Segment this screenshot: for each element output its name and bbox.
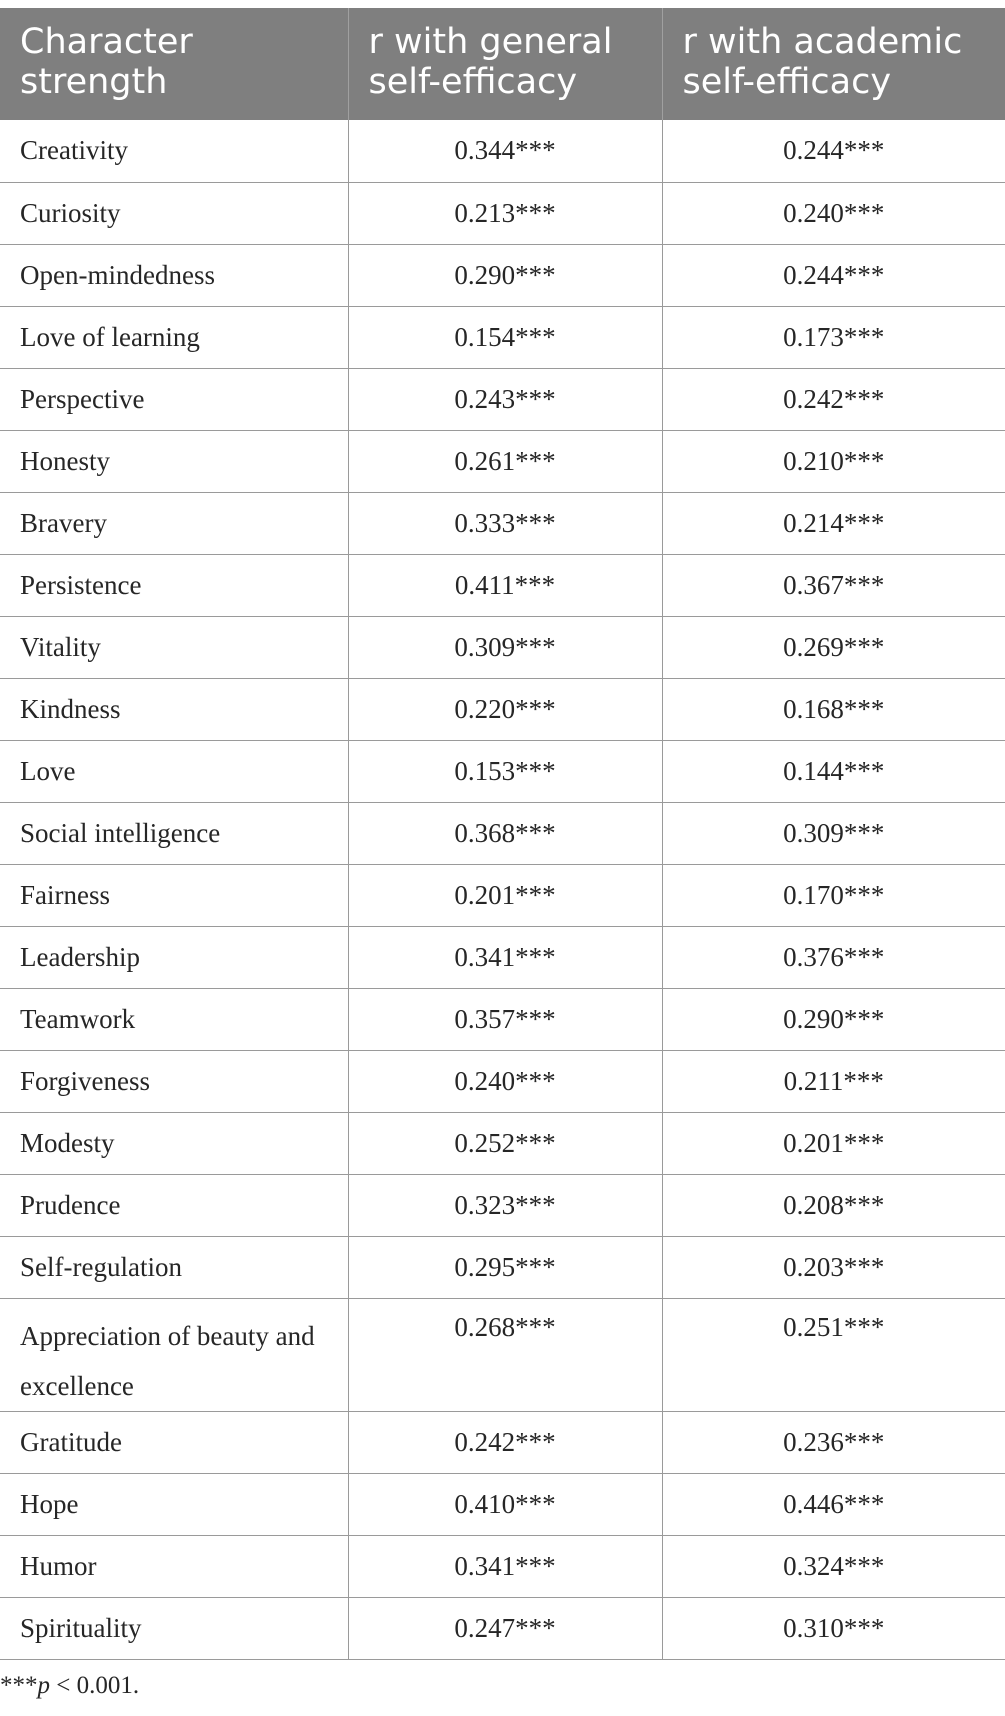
general-r-cell: 0.411***: [348, 554, 662, 616]
table-row: [0, 120, 1005, 182]
significance-footnote: [0, 1672, 139, 1700]
table-row: [0, 1298, 1005, 1411]
academic-r-cell: 0.242***: [662, 368, 1005, 430]
general-r-cell: 0.290***: [348, 244, 662, 306]
general-r-cell: 0.220***: [348, 678, 662, 740]
strength-cell: Bravery: [0, 492, 348, 554]
general-r-cell: 0.323***: [348, 1174, 662, 1236]
general-r-cell: 0.243***: [348, 368, 662, 430]
table-row: [0, 802, 1005, 864]
header-row: [0, 8, 1005, 120]
table-row: [0, 182, 1005, 244]
header-character-strength: Character strength: [0, 8, 348, 120]
strength-cell: Persistence: [0, 554, 348, 616]
strength-cell: Prudence: [0, 1174, 348, 1236]
academic-r-cell: 0.144***: [662, 740, 1005, 802]
table-row: [0, 306, 1005, 368]
general-r-cell: 0.341***: [348, 1535, 662, 1597]
strength-cell: Modesty: [0, 1112, 348, 1174]
strength-cell: Creativity: [0, 120, 348, 182]
academic-r-cell: 0.324***: [662, 1535, 1005, 1597]
general-r-cell: 0.268***: [348, 1298, 662, 1411]
general-r-cell: 0.295***: [348, 1236, 662, 1298]
academic-r-cell: 0.244***: [662, 244, 1005, 306]
academic-r-cell: 0.208***: [662, 1174, 1005, 1236]
academic-r-cell: 0.251***: [662, 1298, 1005, 1411]
general-r-cell: 0.341***: [348, 926, 662, 988]
strength-cell: Hope: [0, 1473, 348, 1535]
strength-cell: Spirituality: [0, 1597, 348, 1659]
academic-r-cell: 0.210***: [662, 430, 1005, 492]
academic-r-cell: 0.214***: [662, 492, 1005, 554]
strength-cell: Love: [0, 740, 348, 802]
table-row: [0, 1174, 1005, 1236]
academic-r-cell: 0.201***: [662, 1112, 1005, 1174]
general-r-cell: 0.261***: [348, 430, 662, 492]
general-r-cell: 0.153***: [348, 740, 662, 802]
academic-r-cell: 0.376***: [662, 926, 1005, 988]
strength-cell: Kindness: [0, 678, 348, 740]
table-row: [0, 1236, 1005, 1298]
academic-r-cell: 0.240***: [662, 182, 1005, 244]
strength-cell: Curiosity: [0, 182, 348, 244]
strength-cell: Honesty: [0, 430, 348, 492]
table-row: [0, 1473, 1005, 1535]
table-row: [0, 1535, 1005, 1597]
table-row: [0, 430, 1005, 492]
table-row: [0, 492, 1005, 554]
table-row: [0, 988, 1005, 1050]
table-row: [0, 864, 1005, 926]
general-r-cell: 0.357***: [348, 988, 662, 1050]
general-r-cell: 0.213***: [348, 182, 662, 244]
academic-r-cell: 0.236***: [662, 1411, 1005, 1473]
strength-cell: Self-regulation: [0, 1236, 348, 1298]
strength-cell: Teamwork: [0, 988, 348, 1050]
table-row: [0, 1112, 1005, 1174]
strength-cell: Perspective: [0, 368, 348, 430]
strength-cell: Social intelligence: [0, 802, 348, 864]
table-row: [0, 1597, 1005, 1659]
academic-r-cell: 0.367***: [662, 554, 1005, 616]
strength-cell: Forgiveness: [0, 1050, 348, 1112]
academic-r-cell: 0.170***: [662, 864, 1005, 926]
table-row: [0, 678, 1005, 740]
academic-r-cell: 0.269***: [662, 616, 1005, 678]
academic-r-cell: 0.168***: [662, 678, 1005, 740]
general-r-cell: 0.252***: [348, 1112, 662, 1174]
strength-cell: Love of learning: [0, 306, 348, 368]
academic-r-cell: 0.446***: [662, 1473, 1005, 1535]
general-r-cell: 0.242***: [348, 1411, 662, 1473]
strength-cell: Gratitude: [0, 1411, 348, 1473]
strength-cell: Humor: [0, 1535, 348, 1597]
general-r-cell: 0.333***: [348, 492, 662, 554]
strength-cell: Vitality: [0, 616, 348, 678]
general-r-cell: 0.344***: [348, 120, 662, 182]
academic-r-cell: 0.309***: [662, 802, 1005, 864]
header-academic-self-efficacy: r with academic self-efficacy: [662, 8, 1005, 120]
strength-cell: Leadership: [0, 926, 348, 988]
academic-r-cell: 0.244***: [662, 120, 1005, 182]
general-r-cell: 0.410***: [348, 1473, 662, 1535]
general-r-cell: 0.154***: [348, 306, 662, 368]
general-r-cell: 0.247***: [348, 1597, 662, 1659]
academic-r-cell: 0.310***: [662, 1597, 1005, 1659]
footnote-p-symbol: p: [37, 1672, 50, 1699]
general-r-cell: 0.240***: [348, 1050, 662, 1112]
table-row: [0, 740, 1005, 802]
correlation-table: [0, 8, 1005, 1660]
general-r-cell: 0.201***: [348, 864, 662, 926]
table-row: [0, 368, 1005, 430]
table-row: [0, 554, 1005, 616]
academic-r-cell: 0.211***: [662, 1050, 1005, 1112]
table-row: [0, 1050, 1005, 1112]
header-general-self-efficacy: r with general self-efficacy: [348, 8, 662, 120]
strength-cell: Open-mindedness: [0, 244, 348, 306]
strength-cell: Appreciation of beauty and excellence: [0, 1298, 348, 1411]
academic-r-cell: 0.173***: [662, 306, 1005, 368]
academic-r-cell: 0.290***: [662, 988, 1005, 1050]
table-row: [0, 244, 1005, 306]
table-row: [0, 926, 1005, 988]
general-r-cell: 0.309***: [348, 616, 662, 678]
table-row: [0, 1411, 1005, 1473]
footnote-threshold: < 0.001.: [50, 1672, 140, 1699]
general-r-cell: 0.368***: [348, 802, 662, 864]
strength-cell: Fairness: [0, 864, 348, 926]
footnote-stars: ***: [0, 1672, 38, 1699]
table-row: [0, 616, 1005, 678]
academic-r-cell: 0.203***: [662, 1236, 1005, 1298]
